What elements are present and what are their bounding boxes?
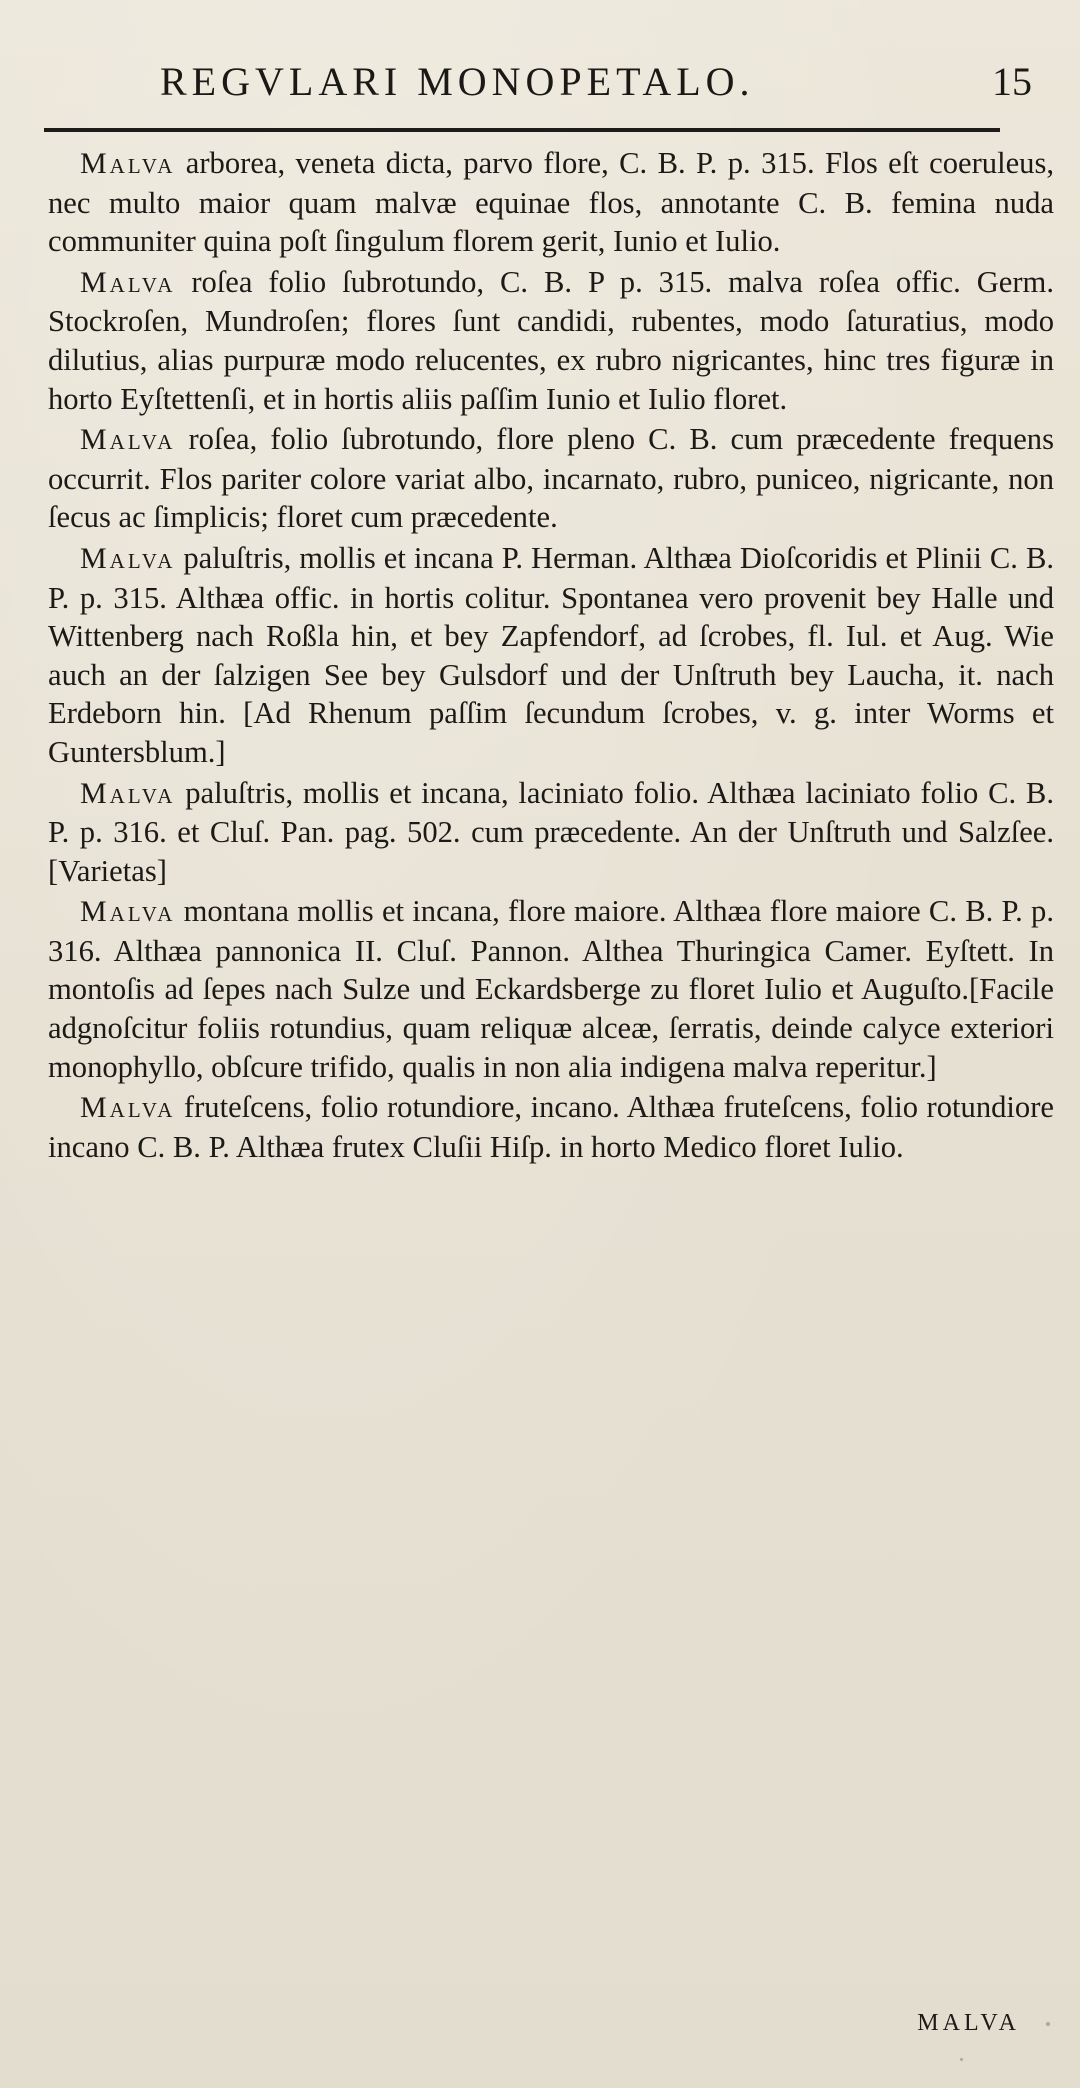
paper-blemish [1046, 2022, 1050, 2026]
entry-lemma: Malva [80, 895, 176, 929]
entry-lemma: Malva [80, 423, 176, 457]
entry-text: paluſtris, mollis et incana, laciniato folio. Althæa laciniato folio C. B. P. p. 316. et Cluſ. Pan. pag. 502. cum præcedente. An der Unſtruth und Salzſee. [Varietas] [48, 775, 1062, 888]
paper-blemish [960, 2058, 963, 2061]
entry-malva-arborea [48, 144, 1062, 261]
entry-lemma: Malva [80, 265, 176, 299]
page-header [0, 58, 1080, 108]
entry-malva-frutescens [48, 1088, 1062, 1166]
entry-text: roſea folio ſubrotundo, C. B. P p. 315. malva roſea offic. Germ. Stockroſen, Mundroſen; flores ſunt candidi, rubentes, modo ſaturatius, modo dilutius, alias purpuræ modo relucentes, ex rubro nigricantes, hinc tres figuræ in horto Eyſtettenſi, et in hortis aliis paſſim Iunio et Iulio floret. [48, 264, 1062, 416]
entry-malva-palustris-laciniato [48, 774, 1062, 891]
entry-malva-rosea-flore-pleno [48, 420, 1062, 537]
entry-text: montana mollis et incana, flore maiore. Althæa flore maiore C. B. P. p. 316. Althæa pannonica II. Cluſ. Pannon. Althea Thuringica Camer. Eyſtett. In montoſis ad ſepes nach Sulze und Eckardsberge zu floret Iulio et Auguſto.[Facile adgnoſcitur foliis rotundius, quam reliquæ alceæ, ſerratis, deinde calyce exteriori monophyllo, obſcure trifido, qualis in non alia indigena malva reperitur.] [48, 894, 1062, 1084]
entry-text: roſea, folio ſubrotundo, flore pleno C. B. cum præcedente frequens occurrit. Flos pariter colore variat albo, incarnato, rubro, puniceo, nigricante, non ſecus ac ſimplicis; floret cum præcedente. [48, 422, 1062, 535]
entry-lemma: Malva [80, 147, 176, 180]
entry-text: fruteſcens, folio rotundiore, incano. Althæa fruteſcens, folio rotundiore incano C. B. P. Althæa frutex Cluſii Hiſp. in horto Medico floret Iulio. [48, 1090, 1062, 1164]
entry-malva-rosea [48, 263, 1062, 418]
entry-lemma: Malva [80, 541, 176, 575]
entry-malva-palustris [48, 539, 1062, 772]
page-number: 15 [992, 59, 1032, 104]
header-rule [44, 128, 1000, 132]
entry-malva-montana [48, 892, 1062, 1086]
entry-text: paluſtris, mollis et incana P. Herman. Althæa Dioſcoridis et Plinii C. B. P. p. 315. Althæa offic. in hortis colitur. Spontanea vero provenit bey Halle und Wittenberg nach Roßla hin, et bey Zapfendorf, ad ſcrobes, fl. Iul. et Aug. Wie auch an der ſalzigen See bey Gulsdorf und der Unſtruth bey Laucha, it. nach Erdeborn hin. [Ad Rhenum paſſim ſecundum ſcrobes, v. g. inter Worms et Guntersblum.] [48, 540, 1062, 769]
catchword: MALVA [917, 2010, 1020, 2036]
page-body [48, 144, 1062, 1168]
entry-text: arborea, veneta dicta, parvo flore, C. B. P. p. 315. Flos eſt coeruleus, nec multo maior quam malvæ equinae flos, annotante C. B. femina nuda communiter quina poſt ſingulum florem gerit, Iunio et Iulio. [48, 146, 1062, 259]
entry-lemma: Malva [80, 1091, 176, 1125]
entry-lemma: Malva [80, 776, 176, 810]
running-head: REGVLARI MONOPETALO. [160, 59, 755, 104]
